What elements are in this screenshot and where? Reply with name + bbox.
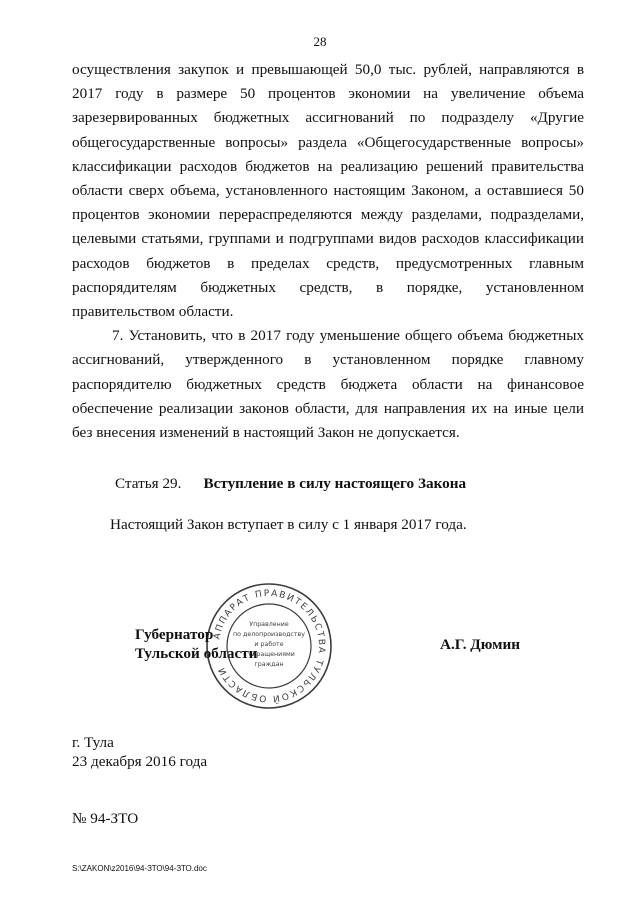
page-number: 28 [313,34,327,49]
stamp-line-5: граждан [254,661,284,668]
file-path: S:\ZAKON\z2016\94-ЗТО\94-ЗТО.doc [72,864,207,873]
stamp-line-4: с обращениями [243,651,295,658]
effective-date-text: Настоящий Закон вступает в силу с 1 января 2017 года. [110,516,467,533]
paragraph-item-7: 7. Установить, что в 2017 году уменьшение общего объема бюджетных ассигнований, утвержденного в установленном порядке главному распорядителю бюджетных средств бюджета области на финансовое обеспечение реализации законов области, для направления их на иные цели без внесения изменений в настоящий Закон не допускается. [72,327,584,442]
stamp-line-1: Управление [249,621,289,628]
stamp-line-3: и работе [254,641,284,648]
body-text [72,58,584,445]
stamp-line-2: по делопроизводству [233,631,305,638]
law-number: № 94-ЗТО [72,810,139,827]
official-stamp [205,582,333,710]
article-heading [115,475,466,493]
date: 23 декабря 2016 года [72,753,208,770]
article-title: Вступление в силу настоящего Закона [203,475,467,492]
place: г. Тула [72,734,114,751]
signatory-title-line-2: Тульской области [135,645,258,662]
paragraph-continuation: осуществления закупок и превышающей 50,0 тыс. рублей, направляются в 2017 году в размере 50 процентов экономии на увеличение объема зарезервированных бюджетных ассигнований по подразделу «Другие общегосударственные вопросы» раздела «Общегосударственные вопросы» классификации расходов бюджетов на реализацию решений правительства области сверх объема, установленного настоящим Законом, а оставшиеся 50 процентов экономии перераспределяются между разделами, подразделами, целевыми статьями, группами и подгруппами видов расходов классификации расходов бюджетов в пределах средств, предусмотренных главным распорядителям бюджетных средств, в порядке, установленном правительством области. [72,61,584,321]
stamp-ring-text: АППАРАТ ПРАВИТЕЛЬСТВА ТУЛЬСКОЙ ОБЛАСТИ [212,588,327,704]
signatory-title-line-1: Губернатор [135,626,214,643]
signatory-name: А.Г. Дюмин [440,636,521,653]
article-number: Статья 29. [115,475,182,492]
stamp-seal-icon [205,582,333,710]
place-and-date [72,733,207,771]
